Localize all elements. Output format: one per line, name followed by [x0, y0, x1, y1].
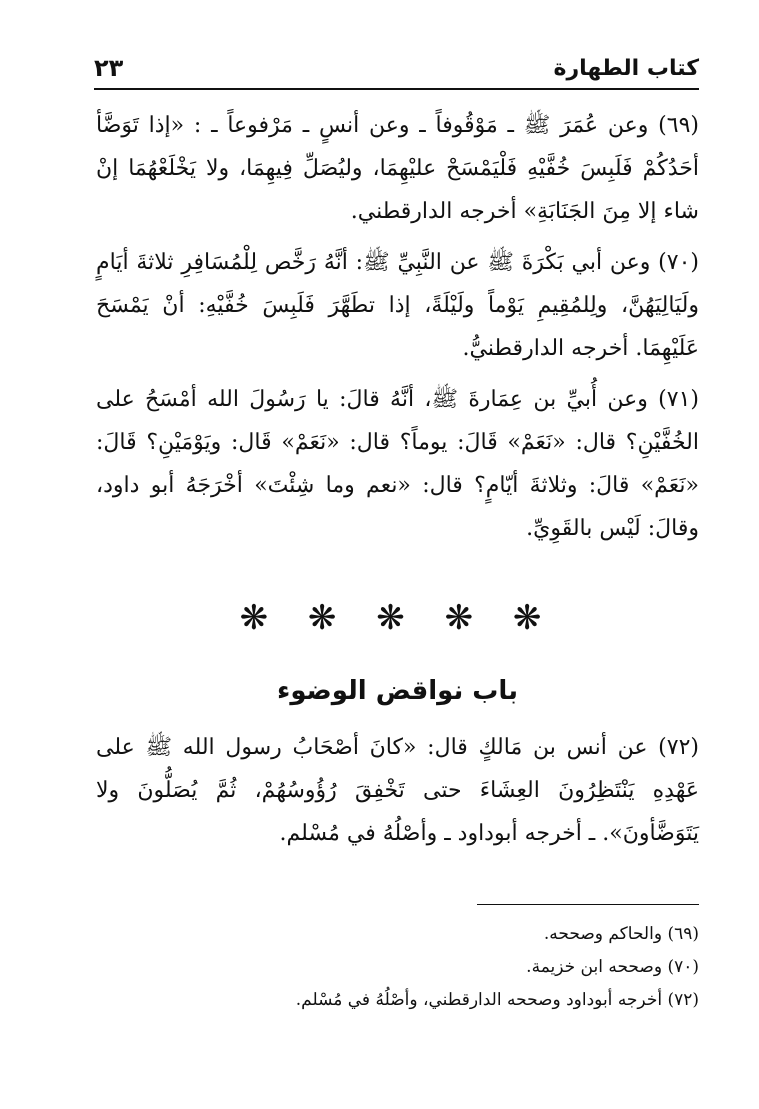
footnote-72: (٧٢) أخرجه أبوداود وصححه الدارقطني، وأصْلُهُ في مُسْلم. [295, 990, 699, 1010]
hadith-71: (٧١) وعن أُبيِّ بن عِمَارةَ ﷺ، أنَّهُ قالَ: يا رَسُولَ الله أمْسَحُ على الخُفَّيْنِ؟ قال: «نَعَمْ» قَالَ: يوماً؟ قال: «نَعَمْ» قَال: ويَوْمَيْنِ؟ قَالَ: «نَعَمْ» قالَ: وثلاثةَ أيّامٍ؟ قال: «نعم وما شِئْتَ» أخْرَجَهُ أبو داود، وقالَ: لَيْس بالقَوِيِّ. [96, 387, 699, 541]
hadith-70: (٧٠) وعن أبي بَكْرَةَ ﷺ عن النَّبِيِّ ﷺ: أنَّهُ رَخَّص لِلْمُسَافِرِ ثلاثةَ أيَامٍ ولَيَالِيَهُنَّ، ولِلمُقِيمِ يَوْماً ولَيْلَةً، إذا تطَهَّرَ فَلَبِسَ خُفَّيْهِ: أنْ يَمْسَحَ عَلَيْهِمَا. أخرجه الدارقطنيُّ. [96, 250, 699, 361]
page-number: ٢٣ [94, 54, 124, 82]
hadith-69: (٦٩) وعن عُمَرَ ﷺ ـ مَوْقُوفاً ـ وعن أنسٍ ـ مَرْفوعاً ـ : «إذا تَوَضَّأ أحَدُكُمْ فَلَبِسَ خُفَّيْهِ فَلْيَمْسَحْ عليْهِمَا، وليُصَلِّ فِيهِمَا، ولا يَخْلَعْهُمَا إنْ شاء إلا مِنَ الجَنَابَةِ» أخرجه الدارقطني. [96, 113, 699, 224]
hadith-72: (٧٢) عن أنس بن مَالكٍ قال: «كانَ أصْحَابُ رسول الله ﷺ على عَهْدِهِ يَنْتَظِرُونَ العِشَاءَ حتى تَخْفِقَ رُؤُوسُهُمْ، ثُمَّ يُصَلُّونَ ولا يَتَوَضَّأونَ». ـ أخرجه أبوداود ـ وأصْلُهُ في مُسْلم. [96, 735, 699, 846]
hadith-section [96, 104, 699, 558]
section-separator: ❋ ❋ ❋ ❋ ❋ [239, 598, 556, 638]
footnote-70: (٧٠) وصححه ابن خزيمة. [526, 957, 699, 977]
book-title: كتاب الطهارة [553, 56, 699, 81]
footnotes [96, 918, 699, 1017]
chapter-title: باب نواقض الوضوء [277, 676, 518, 706]
running-header [94, 52, 699, 90]
hadith-section-2 [96, 726, 699, 863]
footnote-69: (٦٩) والحاكم وصححه. [543, 924, 699, 944]
footnote-divider [477, 904, 699, 905]
